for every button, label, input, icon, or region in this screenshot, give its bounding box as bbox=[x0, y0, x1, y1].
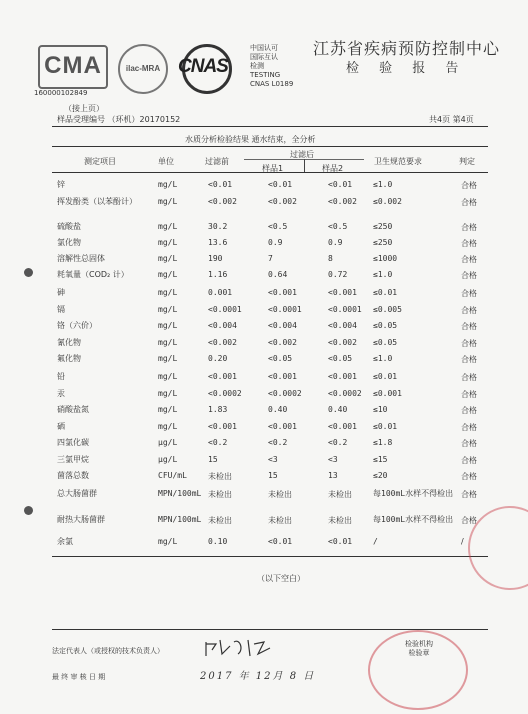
cell-unit: mg/L bbox=[158, 305, 178, 314]
cell-unit: mg/L bbox=[158, 254, 178, 263]
cell-verdict: 合格 bbox=[461, 181, 477, 190]
cell-item: 三氯甲烷 bbox=[57, 455, 89, 464]
cell-verdict: 合格 bbox=[461, 339, 477, 348]
cell-sample2: <3 bbox=[328, 455, 338, 464]
punch-hole bbox=[24, 506, 33, 515]
cell-unit: mg/L bbox=[158, 372, 178, 381]
cell-sample2: <0.01 bbox=[328, 180, 353, 189]
cell-sample2: 0.9 bbox=[328, 238, 343, 247]
cell-before: 1.83 bbox=[208, 405, 228, 414]
cell-unit: mg/L bbox=[158, 405, 178, 414]
cell-standard: ≤0.005 bbox=[373, 305, 402, 314]
cell-sample2: <0.05 bbox=[328, 354, 353, 363]
cell-unit: mg/L bbox=[158, 270, 178, 279]
cell-standard: ≤250 bbox=[373, 238, 393, 247]
cell-sample2: 8 bbox=[328, 254, 333, 263]
cell-unit: MPN/100mL bbox=[158, 515, 202, 524]
header-after: 过滤后 bbox=[290, 150, 314, 159]
cell-before: <0.0001 bbox=[208, 305, 242, 314]
cell-sample1: <3 bbox=[268, 455, 278, 464]
cell-unit: μg/L bbox=[158, 455, 178, 464]
cell-standard: ≤1.0 bbox=[373, 180, 393, 189]
cell-before: 30.2 bbox=[208, 222, 228, 231]
cell-verdict: 合格 bbox=[461, 423, 477, 432]
cell-item: 镉 bbox=[57, 305, 65, 314]
cell-before: 未检出 bbox=[208, 516, 232, 525]
cnas-logo: CNAS bbox=[178, 44, 246, 90]
cell-item: 耐热大肠菌群 bbox=[57, 515, 105, 524]
header-sample1: 样品1 bbox=[262, 164, 284, 173]
cell-before: 0.20 bbox=[208, 354, 228, 363]
cell-before: 0.10 bbox=[208, 537, 228, 546]
cell-item: 锌 bbox=[57, 180, 65, 189]
page-info: 共4页 第4页 bbox=[429, 115, 474, 124]
cell-sample1: <0.001 bbox=[268, 422, 297, 431]
cell-verdict: 合格 bbox=[461, 406, 477, 415]
cell-sample2: 13 bbox=[328, 471, 338, 480]
table-title: 水质分析检验结果 通水结束，全分析 bbox=[185, 135, 316, 144]
document-title: 检 验 报 告 bbox=[346, 61, 467, 76]
cell-item: 溶解性总固体 bbox=[57, 254, 105, 263]
cell-item: 总大肠菌群 bbox=[57, 489, 97, 498]
punch-hole bbox=[24, 268, 33, 277]
cell-sample2: <0.002 bbox=[328, 197, 357, 206]
cell-item: 铬（六价） bbox=[57, 321, 97, 330]
cell-sample1: 未检出 bbox=[268, 516, 292, 525]
cell-verdict: 合格 bbox=[461, 472, 477, 481]
cell-verdict: 合格 bbox=[461, 271, 477, 280]
cell-verdict: 合格 bbox=[461, 306, 477, 315]
cell-standard: ≤10 bbox=[373, 405, 388, 414]
cell-before: <0.01 bbox=[208, 180, 233, 189]
cell-standard: ≤1.8 bbox=[373, 438, 393, 447]
cell-sample1: <0.01 bbox=[268, 180, 293, 189]
cell-sample2: <0.01 bbox=[328, 537, 353, 546]
cell-sample1: <0.002 bbox=[268, 338, 297, 347]
cell-sample2: <0.2 bbox=[328, 438, 348, 447]
cell-sample2: <0.0001 bbox=[328, 305, 362, 314]
cell-item: 挥发酚类（以苯酚计） bbox=[57, 197, 137, 206]
cell-sample1: 未检出 bbox=[268, 490, 292, 499]
cell-unit: CFU/mL bbox=[158, 471, 187, 480]
cell-sample2: 未检出 bbox=[328, 490, 352, 499]
cell-sample1: 0.9 bbox=[268, 238, 283, 247]
cell-standard: / bbox=[373, 537, 378, 546]
cell-before: 未检出 bbox=[208, 472, 232, 481]
cell-sample1: <0.05 bbox=[268, 354, 293, 363]
cell-sample1: 0.64 bbox=[268, 270, 288, 279]
cell-item: 四氯化碳 bbox=[57, 438, 89, 447]
cell-standard: ≤0.002 bbox=[373, 197, 402, 206]
cell-sample2: <0.001 bbox=[328, 422, 357, 431]
continued-note: （接上页） bbox=[64, 104, 104, 113]
cell-verdict: 合格 bbox=[461, 490, 477, 499]
cell-unit: mg/L bbox=[158, 222, 178, 231]
cell-unit: mg/L bbox=[158, 321, 178, 330]
cell-unit: mg/L bbox=[158, 197, 178, 206]
cell-standard: ≤0.05 bbox=[373, 338, 398, 347]
cell-standard: 每100mL水样不得检出 bbox=[373, 515, 454, 524]
legal-rep-label: 法定代表人（或授权的技术负责人） bbox=[52, 647, 164, 655]
cell-before: 15 bbox=[208, 455, 218, 464]
cell-before: 0.001 bbox=[208, 288, 233, 297]
cell-standard: ≤250 bbox=[373, 222, 393, 231]
cell-sample2: <0.002 bbox=[328, 338, 357, 347]
cell-standard: ≤0.05 bbox=[373, 321, 398, 330]
cell-unit: mg/L bbox=[158, 537, 178, 546]
sample-number: 样品受理编号 （环机）20170152 bbox=[57, 115, 181, 124]
header-verdict: 判定 bbox=[459, 157, 475, 166]
cell-before: 190 bbox=[208, 254, 223, 263]
cell-standard: ≤0.001 bbox=[373, 389, 402, 398]
cell-item: 氰化物 bbox=[57, 338, 81, 347]
cell-standard: ≤0.01 bbox=[373, 422, 398, 431]
cell-before: <0.002 bbox=[208, 197, 237, 206]
cell-standard: ≤1.0 bbox=[373, 270, 393, 279]
cell-verdict: 合格 bbox=[461, 198, 477, 207]
cell-item: 菌落总数 bbox=[57, 471, 89, 480]
cell-verdict: 合格 bbox=[461, 516, 477, 525]
cell-sample2: 未检出 bbox=[328, 516, 352, 525]
approval-date-label: 最 终 审 核 日 期 bbox=[52, 673, 106, 681]
cell-verdict: 合格 bbox=[461, 289, 477, 298]
signature bbox=[200, 636, 280, 660]
header-rule-top bbox=[52, 146, 488, 147]
cell-standard: 每100mL水样不得检出 bbox=[373, 489, 454, 498]
cell-verdict: 合格 bbox=[461, 322, 477, 331]
cell-item: 硝酸盐氮 bbox=[57, 405, 89, 414]
top-rule bbox=[52, 126, 488, 127]
cell-item: 氯化物 bbox=[57, 238, 81, 247]
cell-standard: ≤0.01 bbox=[373, 288, 398, 297]
cma-number: 160000102849 bbox=[34, 89, 88, 97]
cell-before: <0.001 bbox=[208, 372, 237, 381]
cell-item: 余氯 bbox=[57, 537, 73, 546]
header-standard: 卫生规范要求 bbox=[374, 157, 422, 166]
cell-standard: ≤1.0 bbox=[373, 354, 393, 363]
cell-before: 13.6 bbox=[208, 238, 228, 247]
cell-sample1: <0.002 bbox=[268, 197, 297, 206]
cell-item: 汞 bbox=[57, 389, 65, 398]
cell-before: <0.002 bbox=[208, 338, 237, 347]
header-unit: 单位 bbox=[158, 157, 174, 166]
cell-unit: mg/L bbox=[158, 238, 178, 247]
cell-item: 铅 bbox=[57, 372, 65, 381]
cell-unit: mg/L bbox=[158, 389, 178, 398]
cell-before: 1.16 bbox=[208, 270, 228, 279]
cell-verdict: 合格 bbox=[461, 223, 477, 232]
cell-sample1: 0.40 bbox=[268, 405, 288, 414]
cell-sample1: <0.0001 bbox=[268, 305, 302, 314]
cell-unit: mg/L bbox=[158, 180, 178, 189]
cell-unit: μg/L bbox=[158, 438, 178, 447]
cell-unit: mg/L bbox=[158, 288, 178, 297]
organization-name: 江苏省疾病预防控制中心 bbox=[313, 39, 501, 58]
cell-sample2: <0.001 bbox=[328, 372, 357, 381]
official-stamp bbox=[468, 506, 528, 590]
cell-verdict: 合格 bbox=[461, 239, 477, 248]
header-divider bbox=[304, 159, 305, 172]
cell-sample2: <0.004 bbox=[328, 321, 357, 330]
cell-before: <0.001 bbox=[208, 422, 237, 431]
cell-verdict: 合格 bbox=[461, 255, 477, 264]
cell-sample2: <0.001 bbox=[328, 288, 357, 297]
cell-sample2: 0.72 bbox=[328, 270, 348, 279]
table-bottom-rule bbox=[52, 556, 488, 557]
approval-date: 2017 年 12月 8 日 bbox=[200, 671, 316, 682]
cell-verdict: 合格 bbox=[461, 439, 477, 448]
cell-sample2: 0.40 bbox=[328, 405, 348, 414]
cell-sample1: 7 bbox=[268, 254, 273, 263]
cell-before: <0.2 bbox=[208, 438, 228, 447]
stamp-label: 检验机构 检验章 bbox=[405, 640, 433, 657]
header-sample2: 样品2 bbox=[322, 164, 344, 173]
cnas-info: 中国认可 国际互认 检测 TESTING CNAS L0189 bbox=[250, 44, 294, 88]
cell-unit: mg/L bbox=[158, 422, 178, 431]
cell-item: 耗氧量（COD₂ 计） bbox=[57, 270, 129, 279]
header-item: 测定项目 bbox=[84, 157, 116, 166]
cell-verdict: 合格 bbox=[461, 390, 477, 399]
cell-sample1: <0.2 bbox=[268, 438, 288, 447]
cell-unit: mg/L bbox=[158, 354, 178, 363]
cell-sample2: <0.5 bbox=[328, 222, 348, 231]
cell-item: 砷 bbox=[57, 288, 65, 297]
cell-verdict: 合格 bbox=[461, 373, 477, 382]
cell-before: 未检出 bbox=[208, 490, 232, 499]
ilac-mra-logo: ilac-MRA bbox=[118, 44, 168, 94]
below-blank-note: （以下空白） bbox=[257, 574, 305, 583]
cell-verdict: 合格 bbox=[461, 355, 477, 364]
cell-sample2: <0.0002 bbox=[328, 389, 362, 398]
cma-logo: CMA bbox=[38, 45, 108, 89]
cell-standard: ≤1000 bbox=[373, 254, 398, 263]
cell-item: 硒 bbox=[57, 422, 65, 431]
cell-sample1: <0.5 bbox=[268, 222, 288, 231]
cell-standard: ≤20 bbox=[373, 471, 388, 480]
cell-sample1: 15 bbox=[268, 471, 278, 480]
cell-item: 硫酸盐 bbox=[57, 222, 81, 231]
cell-unit: mg/L bbox=[158, 338, 178, 347]
cell-verdict: / bbox=[461, 537, 464, 546]
cell-sample1: <0.001 bbox=[268, 372, 297, 381]
cell-standard: ≤15 bbox=[373, 455, 388, 464]
cell-standard: ≤0.01 bbox=[373, 372, 398, 381]
cell-sample1: <0.0002 bbox=[268, 389, 302, 398]
cell-before: <0.0002 bbox=[208, 389, 242, 398]
cell-sample1: <0.004 bbox=[268, 321, 297, 330]
cell-before: <0.004 bbox=[208, 321, 237, 330]
header-before: 过滤前 bbox=[205, 157, 229, 166]
cell-verdict: 合格 bbox=[461, 456, 477, 465]
cell-sample1: <0.01 bbox=[268, 537, 293, 546]
cell-sample1: <0.001 bbox=[268, 288, 297, 297]
cell-unit: MPN/100mL bbox=[158, 489, 202, 498]
cell-item: 氟化物 bbox=[57, 354, 81, 363]
